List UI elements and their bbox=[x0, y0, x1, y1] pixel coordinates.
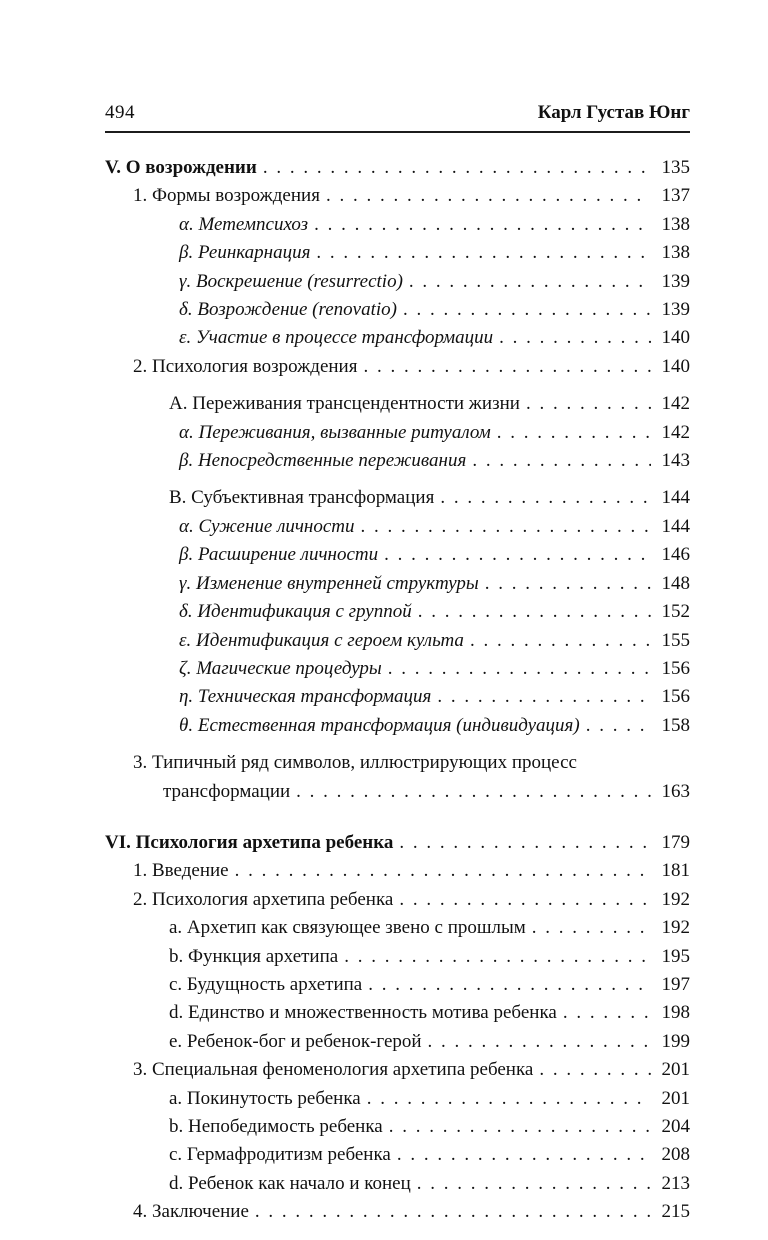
toc-page-number: 135 bbox=[661, 157, 690, 178]
toc-entry bbox=[105, 296, 690, 324]
toc-entry-label: c. Гермафродитизм ребенка bbox=[169, 1144, 391, 1166]
toc-dot-leader bbox=[437, 683, 651, 711]
toc-dot-leader bbox=[389, 1113, 651, 1141]
toc-dot-leader bbox=[417, 1170, 651, 1198]
toc-page-number: 143 bbox=[661, 450, 690, 472]
toc-dot-leader bbox=[428, 1028, 651, 1056]
toc-entry-label: 3. Типичный ряд символов, иллюстрирующих процесс bbox=[133, 752, 577, 774]
toc-entry-label: a. Архетип как связующее звено с прошлым bbox=[169, 917, 526, 939]
toc-page-number: 163 bbox=[661, 780, 690, 802]
toc-entry bbox=[105, 971, 690, 999]
toc-entry-label: 4. Заключение bbox=[133, 1201, 249, 1223]
toc-entry-label: d. Ребенок как начало и конец bbox=[169, 1172, 411, 1194]
toc-dot-leader bbox=[399, 886, 651, 914]
toc-entry bbox=[105, 683, 690, 711]
toc-page-number: 152 bbox=[661, 601, 690, 623]
toc-page-number: 199 bbox=[661, 1030, 690, 1052]
toc-page-number: 201 bbox=[661, 1059, 690, 1081]
toc-entry-label: 1. Формы возрождения bbox=[133, 185, 320, 207]
toc-dot-leader bbox=[296, 778, 651, 806]
table-of-contents bbox=[105, 154, 690, 1227]
toc-page-number: 204 bbox=[661, 1116, 690, 1137]
toc-dot-leader bbox=[409, 268, 651, 296]
toc-entry-label: трансформации bbox=[163, 780, 291, 802]
toc-entry bbox=[105, 1056, 690, 1084]
toc-entry-label: 2. Психология архетипа ребенка bbox=[133, 888, 394, 910]
toc-entry bbox=[105, 513, 690, 541]
toc-entry bbox=[105, 1170, 690, 1198]
toc-dot-leader bbox=[499, 324, 651, 352]
toc-entry bbox=[105, 541, 690, 569]
toc-entry-label: γ. Воскрешение (resurrectio) bbox=[179, 270, 403, 292]
toc-entry bbox=[105, 239, 690, 267]
toc-entry bbox=[105, 324, 690, 352]
toc-entry-label: VI. Психология архетипа ребенка bbox=[105, 831, 394, 853]
toc-entry-label: 3. Специальная феноменология архетипа ребенка bbox=[133, 1059, 534, 1081]
toc-entry-label: А. Переживания трансцендентности жизни bbox=[169, 393, 520, 415]
toc-page-number: 144 bbox=[661, 515, 690, 537]
toc-page-number: 158 bbox=[661, 714, 690, 736]
toc-entry-label: d. Единство и множественность мотива ребенка bbox=[169, 1002, 557, 1024]
toc-page-number: 140 bbox=[661, 327, 690, 349]
running-head-author: Карл Густав Юнг bbox=[537, 102, 690, 123]
toc-entry-label: γ. Изменение внутренней структуры bbox=[179, 572, 479, 594]
toc-page-number: 138 bbox=[661, 213, 690, 235]
toc-page-number: 142 bbox=[661, 393, 690, 415]
toc-entry-label: θ. Естественная трансформация (индивидуация) bbox=[179, 714, 580, 736]
toc-entry-label: δ. Идентификация с группой bbox=[179, 601, 412, 623]
toc-entry bbox=[105, 857, 690, 885]
toc-entry bbox=[105, 712, 690, 740]
toc-entry-label: ε. Участие в процессе трансформации bbox=[179, 327, 494, 349]
toc-page-number: 155 bbox=[661, 629, 690, 651]
toc-page-number: 197 bbox=[661, 973, 690, 995]
toc-dot-leader bbox=[235, 857, 651, 885]
toc-page-number: 215 bbox=[661, 1201, 690, 1223]
toc-dot-leader bbox=[399, 829, 651, 857]
toc-page-number: 198 bbox=[661, 1002, 690, 1024]
toc-page-number: 181 bbox=[661, 860, 690, 882]
toc-entry bbox=[105, 1085, 690, 1113]
toc-dot-leader bbox=[418, 598, 651, 626]
toc-entry bbox=[105, 943, 690, 971]
toc-entry-label: b. Непобедимость ребенка bbox=[169, 1116, 383, 1137]
toc-dot-leader bbox=[526, 390, 651, 418]
toc-entry bbox=[105, 353, 690, 381]
toc-page-number: 146 bbox=[661, 544, 690, 566]
toc-dot-leader bbox=[497, 419, 651, 447]
toc-entry-label: δ. Возрождение (renovatio) bbox=[179, 299, 397, 321]
toc-page-number: 201 bbox=[661, 1087, 690, 1109]
toc-page-number: 156 bbox=[661, 657, 690, 679]
toc-entry bbox=[105, 627, 690, 655]
toc-dot-leader bbox=[397, 1141, 651, 1169]
toc-dot-leader bbox=[563, 999, 651, 1027]
toc-dot-leader bbox=[403, 296, 651, 324]
toc-entry-label: 1. Введение bbox=[133, 860, 229, 882]
toc-entry-label: α. Переживания, вызванные ритуалом bbox=[179, 421, 491, 443]
toc-entry bbox=[105, 598, 690, 626]
toc-page-number: 208 bbox=[661, 1144, 690, 1166]
toc-page-number: 139 bbox=[661, 299, 690, 321]
toc-entry bbox=[105, 390, 690, 418]
toc-entry-label: α. Метемпсихоз bbox=[179, 213, 309, 235]
toc-dot-leader bbox=[316, 239, 651, 267]
toc-entry bbox=[105, 1198, 690, 1226]
toc-page-number: 144 bbox=[661, 487, 690, 509]
toc-entry bbox=[105, 268, 690, 296]
toc-page-number: 137 bbox=[661, 185, 690, 207]
toc-entry bbox=[105, 182, 690, 210]
toc-entry bbox=[105, 886, 690, 914]
toc-dot-leader bbox=[539, 1056, 651, 1084]
toc-entry bbox=[105, 570, 690, 598]
toc-entry-label: α. Сужение личности bbox=[179, 515, 355, 537]
toc-entry bbox=[105, 999, 690, 1027]
toc-page-number: 142 bbox=[661, 421, 690, 443]
toc-entry bbox=[105, 655, 690, 683]
toc-entry bbox=[105, 484, 690, 512]
toc-dot-leader bbox=[255, 1198, 651, 1226]
toc-entry bbox=[105, 154, 690, 182]
toc-entry bbox=[105, 211, 690, 239]
toc-entry-label: η. Техническая трансформация bbox=[179, 686, 432, 708]
toc-entry-label: β. Непосредственные переживания bbox=[179, 450, 467, 472]
toc-page-number: 179 bbox=[661, 831, 690, 853]
toc-entry-label: ε. Идентификация с героем культа bbox=[179, 629, 464, 651]
toc-page-number: 192 bbox=[661, 888, 690, 910]
toc-entry bbox=[105, 447, 690, 475]
toc-dot-leader bbox=[361, 513, 652, 541]
toc-page-number: 148 bbox=[661, 572, 690, 594]
toc-dot-leader bbox=[326, 182, 651, 210]
running-head bbox=[105, 102, 690, 133]
toc-dot-leader bbox=[586, 712, 651, 740]
toc-dot-leader bbox=[388, 655, 651, 683]
toc-dot-leader bbox=[532, 914, 651, 942]
toc-dot-leader bbox=[344, 943, 651, 971]
toc-dot-leader bbox=[472, 447, 651, 475]
toc-page-number: 213 bbox=[661, 1172, 690, 1194]
toc-page-number: 139 bbox=[661, 270, 690, 292]
toc-entry-label: β. Расширение личности bbox=[179, 544, 379, 566]
toc-page-number: 138 bbox=[661, 242, 690, 264]
toc-entry-label: ζ. Магические процедуры bbox=[179, 657, 382, 679]
toc-dot-leader bbox=[384, 541, 651, 569]
page-number: 494 bbox=[105, 102, 135, 123]
toc-entry bbox=[105, 1113, 690, 1141]
toc-entry-label: a. Покинутость ребенка bbox=[169, 1087, 361, 1109]
toc-entry-label: β. Реинкарнация bbox=[179, 242, 311, 264]
toc-page-number: 140 bbox=[661, 355, 690, 377]
toc-entry bbox=[105, 419, 690, 447]
toc-dot-leader bbox=[363, 353, 651, 381]
toc-page-number: 192 bbox=[661, 917, 690, 939]
toc-dot-leader bbox=[485, 570, 651, 598]
toc-entry-label: В. Субъективная трансформация bbox=[169, 487, 435, 509]
toc-page-number: 195 bbox=[661, 945, 690, 967]
toc-dot-leader bbox=[263, 154, 651, 182]
toc-entry bbox=[105, 914, 690, 942]
toc-page-number: 156 bbox=[661, 686, 690, 708]
toc-entry bbox=[105, 1141, 690, 1169]
toc-entry bbox=[105, 1028, 690, 1056]
toc-entry-label: c. Будущность архетипа bbox=[169, 973, 363, 995]
toc-dot-leader bbox=[440, 484, 651, 512]
toc-entry-label: e. Ребенок-бог и ребенок-герой bbox=[169, 1030, 422, 1052]
toc-entry bbox=[105, 778, 690, 806]
toc-entry bbox=[105, 749, 690, 777]
toc-entry bbox=[105, 829, 690, 857]
toc-dot-leader bbox=[314, 211, 651, 239]
toc-dot-leader bbox=[367, 1085, 651, 1113]
toc-entry-label: b. Функция архетипа bbox=[169, 945, 339, 967]
toc-entry-label: 2. Психология возрождения bbox=[133, 355, 358, 377]
toc-dot-leader bbox=[470, 627, 651, 655]
toc-dot-leader bbox=[368, 971, 651, 999]
toc-entry-label: V. О возрождении bbox=[105, 157, 257, 178]
